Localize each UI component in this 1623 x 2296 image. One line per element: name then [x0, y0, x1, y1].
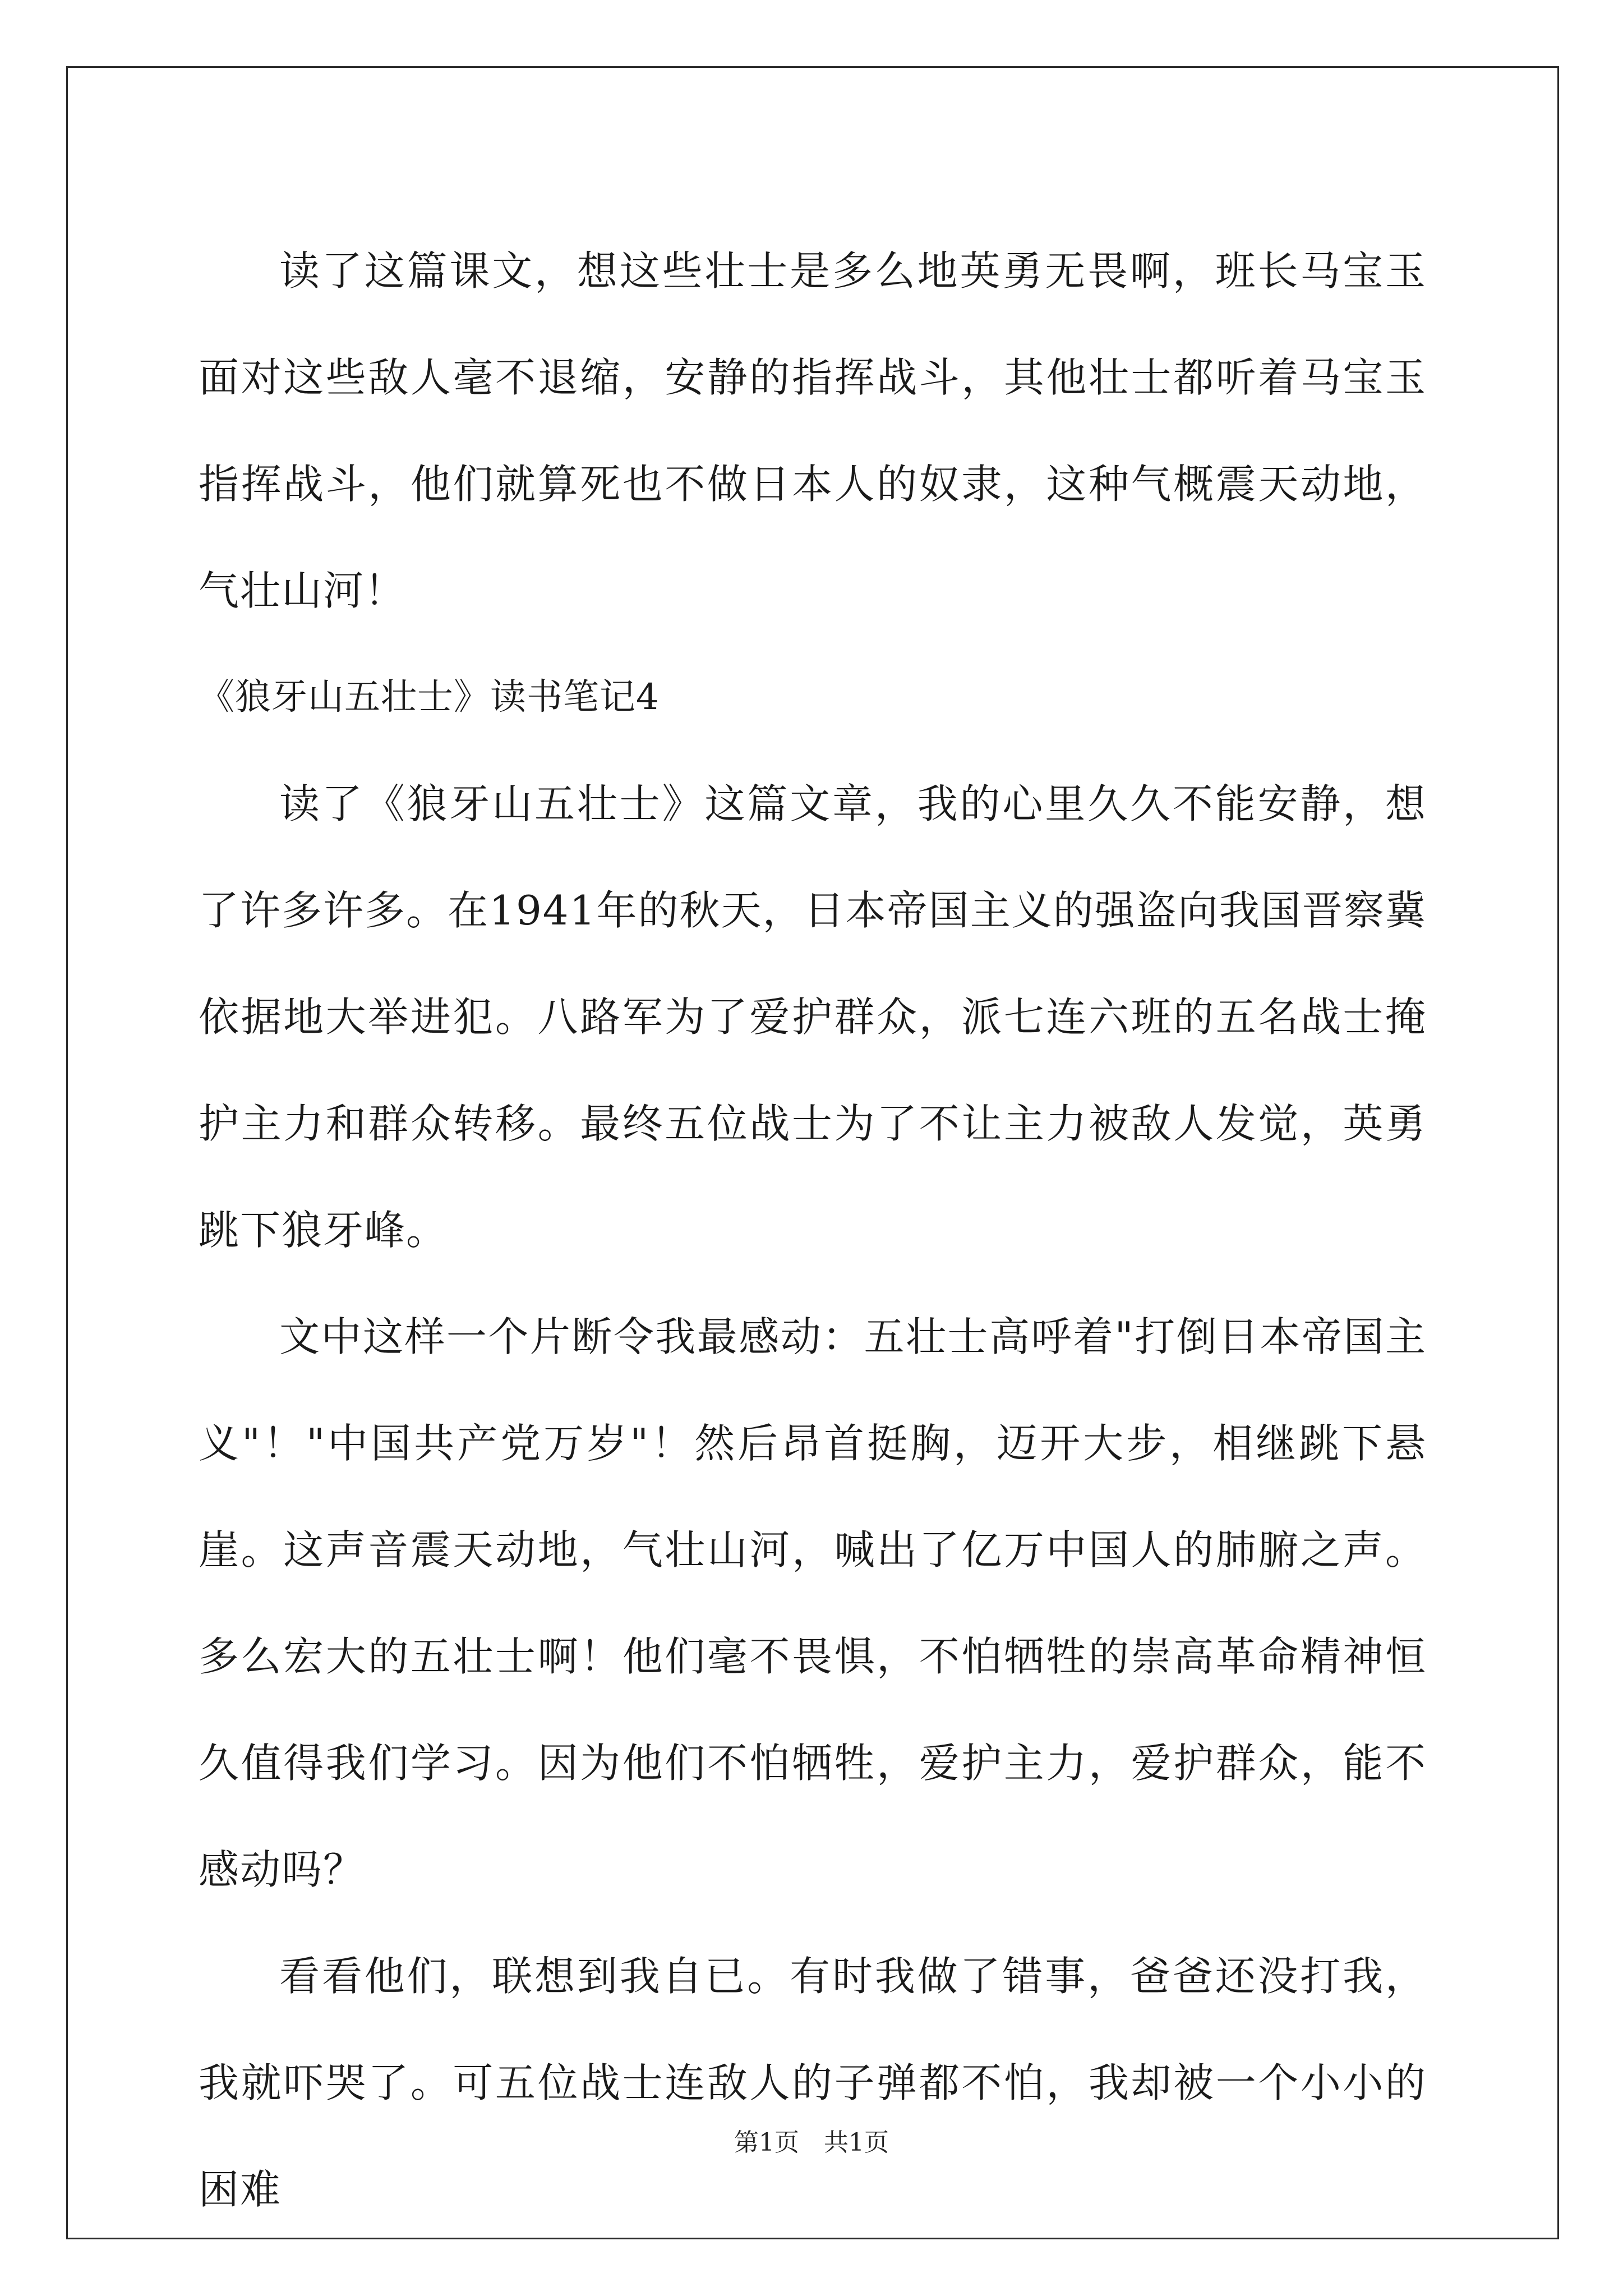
paragraph-3: 文中这样一个片断令我最感动：五壮士高呼着"打倒日本帝国主义"！"中国共产党万岁"！然后昂首挺胸，迈开大步，相继跳下悬崖。这声音震天动地，气壮山河，喊出了亿万中国人的肺腑之声。多么宏大的五壮士啊！他们毫不畏惧，不怕牺牲的崇高革命精神恒久值得我们学习。因为他们不怕牺牲，爱护主力，爱护群众，能不感动吗？ [199, 1313, 1427, 1893]
paragraph-4: 看看他们，联想到我自已。有时我做了错事，爸爸还没打我，我就吓哭了。可五位战士连敌人的子弹都不怕，我却被一个小小的困难 [199, 1953, 1427, 2213]
page-footer: 第1页 共1页 [734, 2128, 889, 2157]
document-body [199, 218, 1427, 2243]
paragraph-1: 读了这篇课文，想这些壮士是多么地英勇无畏啊，班长马宝玉面对这些敌人毫不退缩，安静的指挥战斗，其他壮士都听着马宝玉指挥战斗，他们就算死也不做日本人的奴隶，这种气概震天动地，气壮山河！ [199, 247, 1427, 614]
section-heading: 《狼牙山五壮士》读书笔记4 [199, 677, 660, 718]
paragraph-2: 读了《狼牙山五壮士》这篇文章，我的心里久久不能安静，想了许多许多。在1941年的秋天，日本帝国主义的强盗向我国晋察冀依据地大举进犯。八路军为了爱护群众，派七连六班的五名战士掩护主力和群众转移。最终五位战士为了不让主力被敌人发觉，英勇跳下狼牙峰。 [199, 780, 1427, 1254]
